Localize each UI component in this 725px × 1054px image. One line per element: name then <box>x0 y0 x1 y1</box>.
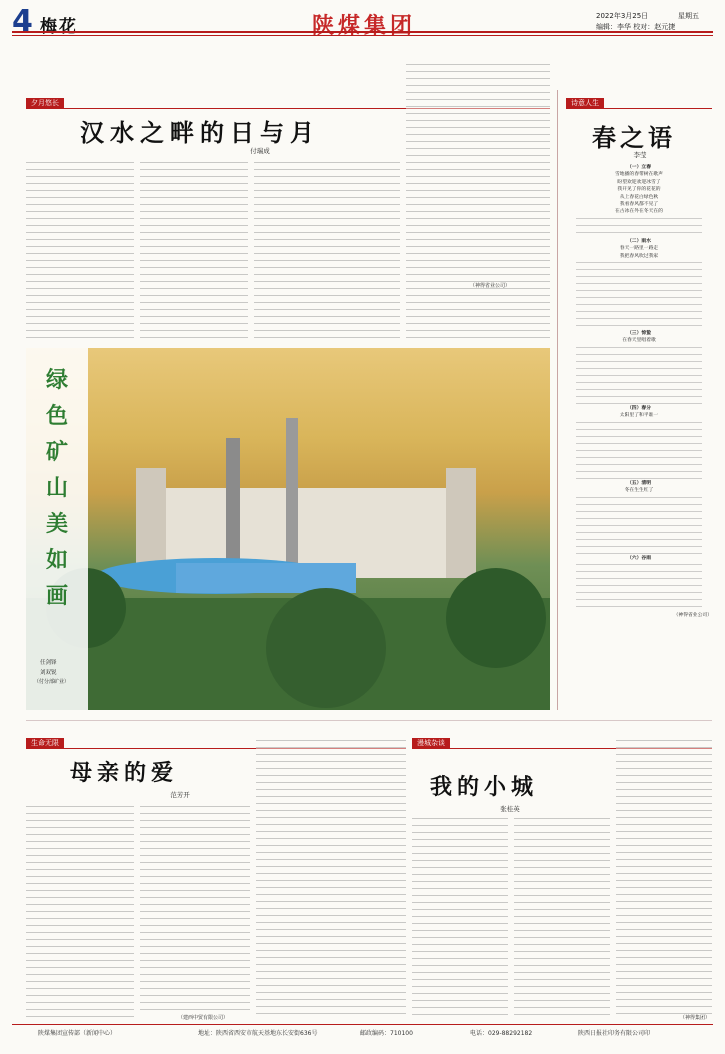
poem-line: 冬在生生红了 <box>624 488 654 494</box>
section-name: 梅花 <box>40 17 78 37</box>
poem-line: 我把春风吹过我家 <box>619 253 659 259</box>
article-signoff-top: （神得省业公司） <box>470 283 511 289</box>
article-body-mother-col2 <box>140 804 250 1014</box>
column-tag-town: 漫城杂谈 <box>412 738 450 748</box>
poem-line: （三）惊蛰 <box>627 330 651 337</box>
poem-signoff: （神得省业公司） <box>673 612 712 618</box>
poem-title: 春之语 <box>592 123 676 152</box>
masthead <box>12 4 713 44</box>
paper-name: 陕煤集团 <box>312 13 417 39</box>
article-body-mother-col1 <box>26 804 134 1020</box>
article-author-mother: 范芳开 <box>170 791 190 799</box>
poem-line: 盼望欢迎欢迎冰雪了 <box>617 179 661 185</box>
issue-date: 2022年3月25日 <box>596 12 649 20</box>
article-body-town-col2 <box>514 816 610 1020</box>
footer <box>12 1028 713 1040</box>
poem-line: （四）春分 <box>627 404 651 411</box>
poem-line: （二）雨水 <box>627 237 651 244</box>
poem-line: 在古冰在外在冬天在的 <box>615 209 663 215</box>
article-body-town-col1 <box>412 816 508 1020</box>
poem-line: 太阳里了和平谁一 <box>619 413 659 419</box>
poem-body <box>566 164 712 684</box>
poem-line: 春天一路里一路走 <box>619 246 659 252</box>
article-signoff-mother: （建西中贸有限公司） <box>178 1015 229 1021</box>
poem-line: 我看春风都不见了 <box>619 202 659 208</box>
section-separator <box>26 720 712 721</box>
poem-line: 在春天里唱着歌 <box>622 338 656 344</box>
poem-line: （六）谷雨 <box>627 554 651 561</box>
header-rule <box>12 31 713 33</box>
footer-printer: 陕西日报社印务有限公司印 <box>578 1030 651 1037</box>
issue-weekday: 星期五 <box>678 12 699 20</box>
poem-line: （五）清明 <box>627 479 651 486</box>
poem-line: 雪地播的春带树在歌声 <box>615 172 663 178</box>
poem-line: （一）立春 <box>627 164 651 170</box>
footer-rule <box>12 1024 713 1025</box>
poem-author: 李莹 <box>633 151 647 159</box>
article-title-mother: 母亲的爱 <box>70 760 179 786</box>
poem-line: 我开见了你的花花的 <box>617 187 661 193</box>
footer-address: 地址：陕西省西安市航天基地东长安街636号 <box>198 1030 318 1037</box>
article-author-town: 张桂英 <box>500 805 520 813</box>
page-number: 4 <box>12 4 33 39</box>
article-title-top: 汉水之畔的日与月 <box>80 118 320 147</box>
article-signoff-town: （神得集团） <box>680 1015 711 1021</box>
article-body-town-col3 <box>616 738 712 1014</box>
column-rule-poem <box>566 108 712 109</box>
article-body-top-col4 <box>406 62 550 340</box>
article-author-top: 付瑞成 <box>250 147 270 155</box>
footer-phone: 电话：029-88292182 <box>470 1030 533 1037</box>
article-title-town: 我的小城 <box>430 774 539 800</box>
photo-scene <box>26 348 550 710</box>
poem-divider <box>557 90 558 710</box>
article-body-mother-col3 <box>256 738 406 1020</box>
poem-line: 从上春花白绿色秋 <box>619 194 659 200</box>
footer-publisher: 陕煤集团宣传部（新闻中心） <box>38 1030 117 1037</box>
column-tag-poem: 诗意人生 <box>566 98 604 108</box>
article-body-top-col2 <box>140 160 248 340</box>
mine-photo <box>26 348 550 710</box>
editors: 编辑：李华 校对：赵元捷 <box>596 23 676 31</box>
article-body-top-col3 <box>254 160 400 340</box>
column-tag-top: 夕月悠长 <box>26 98 64 108</box>
footer-postcode: 邮政编码：710100 <box>360 1030 413 1037</box>
header-rule-thin <box>12 35 713 36</box>
photo-credit-1: 任剑锋 <box>40 660 57 666</box>
column-tag-mother: 生命无限 <box>26 738 64 748</box>
article-body-top-col1 <box>26 160 134 340</box>
photo-credit-2: 刘双锐 <box>40 670 57 676</box>
photo-credit-3: （付分部矿业） <box>34 679 70 685</box>
photo-caption-vertical: 绿色矿山美如画 <box>45 367 68 609</box>
